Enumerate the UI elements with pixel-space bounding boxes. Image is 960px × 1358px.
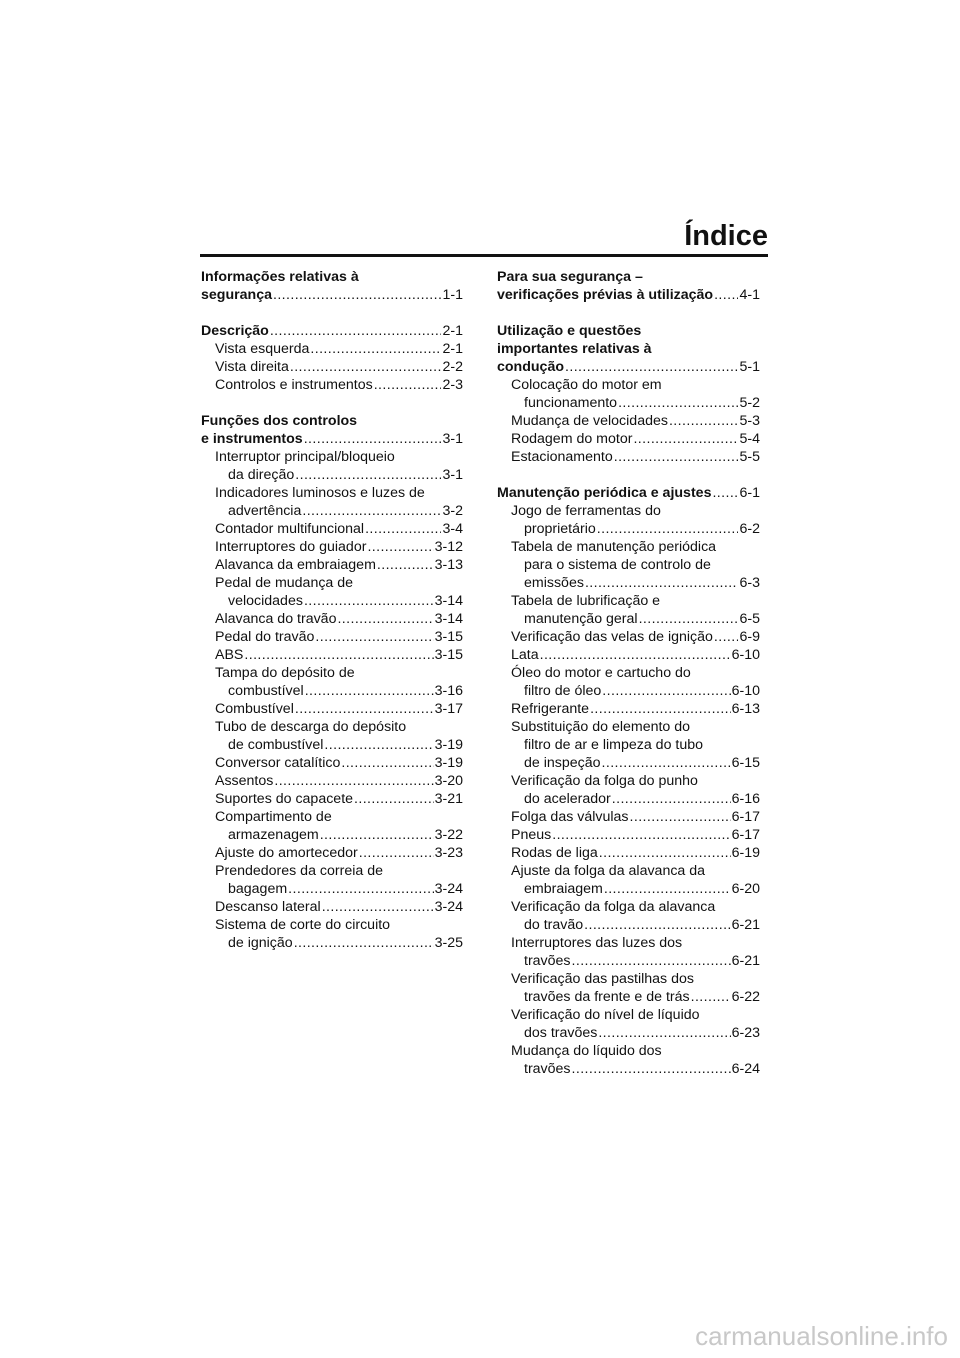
toc-entry-title: Colocação do motor em <box>511 377 662 393</box>
toc-entry-title: Alavanca da embraiagem <box>215 557 376 573</box>
toc-leader-dots <box>585 574 739 592</box>
toc-entry-title: funcionamento <box>524 395 618 411</box>
toc-page-number: 3-1 <box>442 431 463 447</box>
toc-leader-dots <box>572 1060 731 1078</box>
toc-page-number: 3-15 <box>434 629 463 645</box>
toc-leader-dots <box>354 790 434 808</box>
toc-entry-title: Mudança do líquido dos <box>511 1043 662 1059</box>
toc-entry[interactable] <box>497 502 760 538</box>
title-rule <box>200 254 768 257</box>
toc-leader-dots <box>691 988 731 1006</box>
toc-left-column <box>201 268 463 952</box>
toc-page-number: 3-24 <box>434 899 463 915</box>
toc-entry-title: Interruptores das luzes dos <box>511 935 683 951</box>
toc-leader-dots <box>305 682 434 700</box>
toc-page-number: 5-2 <box>739 395 760 411</box>
toc-page-number: 1-1 <box>442 287 463 303</box>
toc-entry[interactable] <box>497 376 760 412</box>
toc-entry[interactable] <box>201 700 463 718</box>
watermark: carmanualsonline.info <box>695 1321 948 1351</box>
toc-page-number: 5-1 <box>739 359 760 375</box>
toc-leader-dots <box>712 484 738 502</box>
toc-leader-dots <box>244 646 433 664</box>
toc-entry[interactable] <box>201 268 463 304</box>
toc-entry-title: Utilização e questões <box>497 323 642 339</box>
toc-entry-title: Verificação da folga do punho <box>511 773 698 789</box>
toc-leader-dots <box>288 880 433 898</box>
toc-entry-title: Suportes do capacete <box>215 791 354 807</box>
toc-page-number: 6-24 <box>731 1061 760 1077</box>
toc-entry[interactable] <box>201 898 463 916</box>
toc-page-number: 6-1 <box>739 485 760 501</box>
toc-page-number: 5-5 <box>739 449 760 465</box>
toc-leader-dots <box>630 808 731 826</box>
toc-entry[interactable] <box>201 376 463 394</box>
toc-entry-title: do acelerador <box>524 791 611 807</box>
toc-entry-title: Ajuste da folga da alavanca da <box>511 863 706 879</box>
toc-page-number: 3-15 <box>434 647 463 663</box>
toc-page-number: 6-15 <box>731 755 760 771</box>
toc-entry[interactable] <box>201 664 463 700</box>
toc-leader-dots <box>294 934 434 952</box>
toc-leader-dots <box>598 1024 730 1042</box>
toc-leader-dots <box>270 322 442 340</box>
toc-page-number: 3-21 <box>434 791 463 807</box>
toc-entry-title: da direção <box>228 467 295 483</box>
toc-entry[interactable] <box>497 718 760 772</box>
toc-page-number: 3-2 <box>442 503 463 519</box>
toc-entry[interactable] <box>497 322 760 376</box>
toc-entry-title: Informações relativas à <box>201 269 359 285</box>
toc-entry[interactable] <box>201 538 463 556</box>
toc-entry-title: Tabela de manutenção periódica <box>511 539 717 555</box>
toc-entry-title: de combustível <box>228 737 324 753</box>
toc-entry-title: Para sua segurança – <box>497 269 643 285</box>
toc-entry-title: Manutenção periódica e ajustes <box>497 485 712 501</box>
toc-entry-title: Contador multifuncional <box>215 521 365 537</box>
toc-entry[interactable] <box>201 862 463 898</box>
toc-entry-title: Alavanca do travão <box>215 611 337 627</box>
toc-entry-title: Vista esquerda <box>215 341 310 357</box>
toc-page-number: 3-1 <box>442 467 463 483</box>
toc-page-number: 6-21 <box>731 917 760 933</box>
toc-entry[interactable] <box>497 412 760 430</box>
toc-entry-title: advertência <box>228 503 302 519</box>
toc-entry-title: Mudança de velocidades <box>511 413 668 429</box>
toc-page-number: 6-10 <box>731 683 760 699</box>
toc-entry-title: proprietário <box>524 521 596 537</box>
toc-leader-dots <box>290 358 442 376</box>
toc-entry[interactable] <box>497 934 760 970</box>
toc-leader-dots <box>633 430 738 448</box>
toc-entry-title: do travão <box>524 917 584 933</box>
toc-entry[interactable] <box>201 574 463 610</box>
toc-entry-title: armazenagem <box>228 827 319 843</box>
toc-entry-title: Folga das válvulas <box>511 809 629 825</box>
toc-entry[interactable] <box>201 358 463 376</box>
toc-entry[interactable] <box>201 772 463 790</box>
toc-leader-dots <box>304 592 434 610</box>
toc-entry-title: Assentos <box>215 773 274 789</box>
toc-leader-dots <box>540 646 731 664</box>
toc-leader-dots <box>295 700 434 718</box>
toc-leader-dots <box>324 736 433 754</box>
toc-page-number: 3-14 <box>434 593 463 609</box>
toc-entry-title: Refrigerante <box>511 701 590 717</box>
toc-entry[interactable] <box>201 628 463 646</box>
toc-entry-title: importantes relativas à <box>497 341 652 357</box>
toc-page-number: 3-14 <box>434 611 463 627</box>
page-title: Índice <box>684 220 768 252</box>
toc-entry-title: Interruptores do guiador <box>215 539 367 555</box>
toc-entry[interactable] <box>497 808 760 826</box>
toc-entry-title: velocidades <box>228 593 303 609</box>
toc-leader-dots <box>337 610 433 628</box>
toc-entry[interactable] <box>497 970 760 1006</box>
toc-leader-dots <box>274 772 433 790</box>
toc-entry[interactable] <box>201 448 463 484</box>
toc-entry-title: Tubo de descarga do depósito <box>215 719 407 735</box>
toc-entry[interactable] <box>201 718 463 754</box>
toc-entry-title: Descanso lateral <box>215 899 321 915</box>
toc-leader-dots <box>599 844 731 862</box>
toc-entry[interactable] <box>497 772 760 808</box>
toc-leader-dots <box>612 790 731 808</box>
toc-leader-dots <box>618 394 738 412</box>
toc-page-number: 2-3 <box>442 377 463 393</box>
toc-entry-title: Combustível <box>215 701 294 717</box>
toc-leader-dots <box>365 520 441 538</box>
toc-entry-title: Vista direita <box>215 359 289 375</box>
toc-leader-dots <box>714 628 739 646</box>
toc-entry-title: bagagem <box>228 881 288 897</box>
toc-entry-title: filtro de óleo <box>524 683 602 699</box>
toc-entry-title: manutenção geral <box>524 611 638 627</box>
toc-leader-dots <box>315 628 433 646</box>
toc-entry-title: Descrição <box>201 323 269 339</box>
toc-page-number: 3-22 <box>434 827 463 843</box>
toc-entry[interactable] <box>497 592 760 628</box>
toc-page-number: 3-24 <box>434 881 463 897</box>
toc-entry[interactable] <box>497 898 760 934</box>
toc-page-number: 4-1 <box>739 287 760 303</box>
toc-entry[interactable] <box>497 826 760 844</box>
toc-entry[interactable] <box>201 520 463 538</box>
toc-entry-title: Interruptor principal/bloqueio <box>215 449 395 465</box>
toc-entry-title: Verificação do nível de líquido <box>511 1007 700 1023</box>
toc-page-number: 6-13 <box>731 701 760 717</box>
toc-entry[interactable] <box>201 610 463 628</box>
toc-leader-dots <box>639 610 739 628</box>
toc-leader-dots <box>565 358 738 376</box>
toc-page-number: 3-25 <box>434 935 463 951</box>
toc-entry[interactable] <box>201 916 463 952</box>
toc-entry-title: condução <box>497 359 565 375</box>
toc-page-number: 6-2 <box>739 521 760 537</box>
toc-entry[interactable] <box>201 412 463 448</box>
toc-entry-title: emissões <box>524 575 584 591</box>
toc-page-number: 3-12 <box>434 539 463 555</box>
toc-entry-title: para o sistema de controlo de <box>524 557 711 573</box>
toc-entry-title: e instrumentos <box>201 431 303 447</box>
toc-entry-title: Verificação das velas de ignição <box>511 629 713 645</box>
toc-page-number: 6-20 <box>731 881 760 897</box>
toc-leader-dots <box>320 826 434 844</box>
toc-entry-title: travões <box>524 1061 571 1077</box>
toc-leader-dots <box>341 754 433 772</box>
toc-entry-title: Rodagem do motor <box>511 431 633 447</box>
toc-entry-title: de inspeção <box>524 755 601 771</box>
toc-entry-title: ABS <box>215 647 244 663</box>
toc-entry-title: Lata <box>511 647 539 663</box>
toc-entry-title: segurança <box>201 287 272 303</box>
toc-page-number: 6-23 <box>731 1025 760 1041</box>
toc-entry-title: Compartimento de <box>215 809 332 825</box>
toc-entry-title: Jogo de ferramentas do <box>511 503 661 519</box>
toc-entry[interactable] <box>497 844 760 862</box>
toc-entry[interactable] <box>497 628 760 646</box>
toc-leader-dots <box>614 448 739 466</box>
toc-leader-dots <box>602 682 730 700</box>
toc-page-number: 3-17 <box>434 701 463 717</box>
toc-leader-dots <box>295 466 441 484</box>
toc-entry-title: Controlos e instrumentos <box>215 377 373 393</box>
toc-page-number: 6-21 <box>731 953 760 969</box>
toc-leader-dots <box>367 538 433 556</box>
toc-entry-title: Indicadores luminosos e luzes de <box>215 485 425 501</box>
toc-entry-title: Ajuste do amortecedor <box>215 845 358 861</box>
toc-leader-dots <box>322 898 434 916</box>
toc-entry[interactable] <box>201 556 463 574</box>
toc-entry-title: travões da frente e de trás <box>524 989 690 1005</box>
toc-entry[interactable] <box>497 448 760 466</box>
toc-page-number: 6-22 <box>731 989 760 1005</box>
toc-leader-dots <box>604 880 731 898</box>
toc-page-number: 2-1 <box>442 323 463 339</box>
toc-page-number: 6-10 <box>731 647 760 663</box>
toc-entry-title: Verificação da folga da alavanca <box>511 899 716 915</box>
toc-entry-title: Conversor catalítico <box>215 755 341 771</box>
toc-entry-title: de ignição <box>228 935 293 951</box>
toc-leader-dots <box>714 286 738 304</box>
toc-entry-title: verificações prévias à utilização <box>497 287 714 303</box>
toc-page-number: 3-4 <box>442 521 463 537</box>
toc-leader-dots <box>304 430 442 448</box>
toc-leader-dots <box>273 286 442 304</box>
toc-entry[interactable] <box>497 1006 760 1042</box>
toc-entry[interactable] <box>497 484 760 502</box>
toc-page-number: 2-2 <box>442 359 463 375</box>
toc-page-number: 6-17 <box>731 809 760 825</box>
toc-entry[interactable] <box>497 538 760 592</box>
toc-entry-title: Estacionamento <box>511 449 613 465</box>
toc-leader-dots <box>590 700 731 718</box>
toc-entry-title: Pneus <box>511 827 552 843</box>
toc-entry-title: dos travões <box>524 1025 598 1041</box>
toc-entry-title: Funções dos controlos <box>201 413 358 429</box>
toc-page-number: 3-13 <box>434 557 463 573</box>
toc-entry[interactable] <box>497 430 760 448</box>
toc-page-number: 3-19 <box>434 737 463 753</box>
toc-entry-title: Rodas de liga <box>511 845 598 861</box>
toc-leader-dots <box>597 520 739 538</box>
toc-entry-title: embraiagem <box>524 881 603 897</box>
toc-entry-title: Tampa do depósito de <box>215 665 355 681</box>
toc-entry-title: Óleo do motor e cartucho do <box>511 665 691 681</box>
toc-page-number: 3-16 <box>434 683 463 699</box>
toc-page-number: 3-20 <box>434 773 463 789</box>
toc-entry-title: filtro de ar e limpeza do tubo <box>524 737 704 753</box>
toc-entry[interactable] <box>497 646 760 664</box>
toc-entry-title: Verificação das pastilhas dos <box>511 971 694 987</box>
toc-right-column <box>497 268 760 1078</box>
toc-leader-dots <box>584 916 730 934</box>
toc-entry[interactable] <box>497 664 760 700</box>
toc-entry[interactable] <box>497 862 760 898</box>
toc-leader-dots <box>302 502 441 520</box>
toc-entry[interactable] <box>201 646 463 664</box>
toc-entry[interactable] <box>201 322 463 340</box>
toc-leader-dots <box>669 412 739 430</box>
toc-page-number: 5-4 <box>739 431 760 447</box>
toc-leader-dots <box>310 340 441 358</box>
toc-page-number: 3-19 <box>434 755 463 771</box>
toc-entry[interactable] <box>497 700 760 718</box>
toc-leader-dots <box>359 844 434 862</box>
toc-entry[interactable] <box>201 808 463 844</box>
toc-entry[interactable] <box>497 1042 760 1078</box>
toc-entry[interactable] <box>201 790 463 808</box>
toc-page-number: 6-9 <box>739 629 760 645</box>
toc-page-number: 6-17 <box>731 827 760 843</box>
toc-entry[interactable] <box>201 484 463 520</box>
toc-leader-dots <box>552 826 730 844</box>
toc-page-number: 6-3 <box>739 575 760 591</box>
toc-page-number: 6-16 <box>731 791 760 807</box>
toc-entry-title: Pedal de mudança de <box>215 575 354 591</box>
toc-entry[interactable] <box>201 754 463 772</box>
toc-leader-dots <box>377 556 434 574</box>
toc-entry-title: Substituição do elemento do <box>511 719 691 735</box>
toc-entry-title: Prendedores da correia de <box>215 863 383 879</box>
toc-page-number: 6-19 <box>731 845 760 861</box>
toc-entry-title: Sistema de corte do circuito <box>215 917 391 933</box>
toc-page-number: 2-1 <box>442 341 463 357</box>
toc-page-number: 3-23 <box>434 845 463 861</box>
toc-entry[interactable] <box>201 844 463 862</box>
toc-entry[interactable] <box>201 340 463 358</box>
toc-leader-dots <box>572 952 731 970</box>
toc-entry-title: Pedal do travão <box>215 629 315 645</box>
toc-page-number: 6-5 <box>739 611 760 627</box>
toc-page-number: 5-3 <box>739 413 760 429</box>
toc-entry[interactable] <box>497 268 760 304</box>
toc-entry-title: combustível <box>228 683 304 699</box>
toc-entry-title: Tabela de lubrificação e <box>511 593 661 609</box>
toc-leader-dots <box>602 754 731 772</box>
toc-entry-title: travões <box>524 953 571 969</box>
toc-leader-dots <box>374 376 442 394</box>
